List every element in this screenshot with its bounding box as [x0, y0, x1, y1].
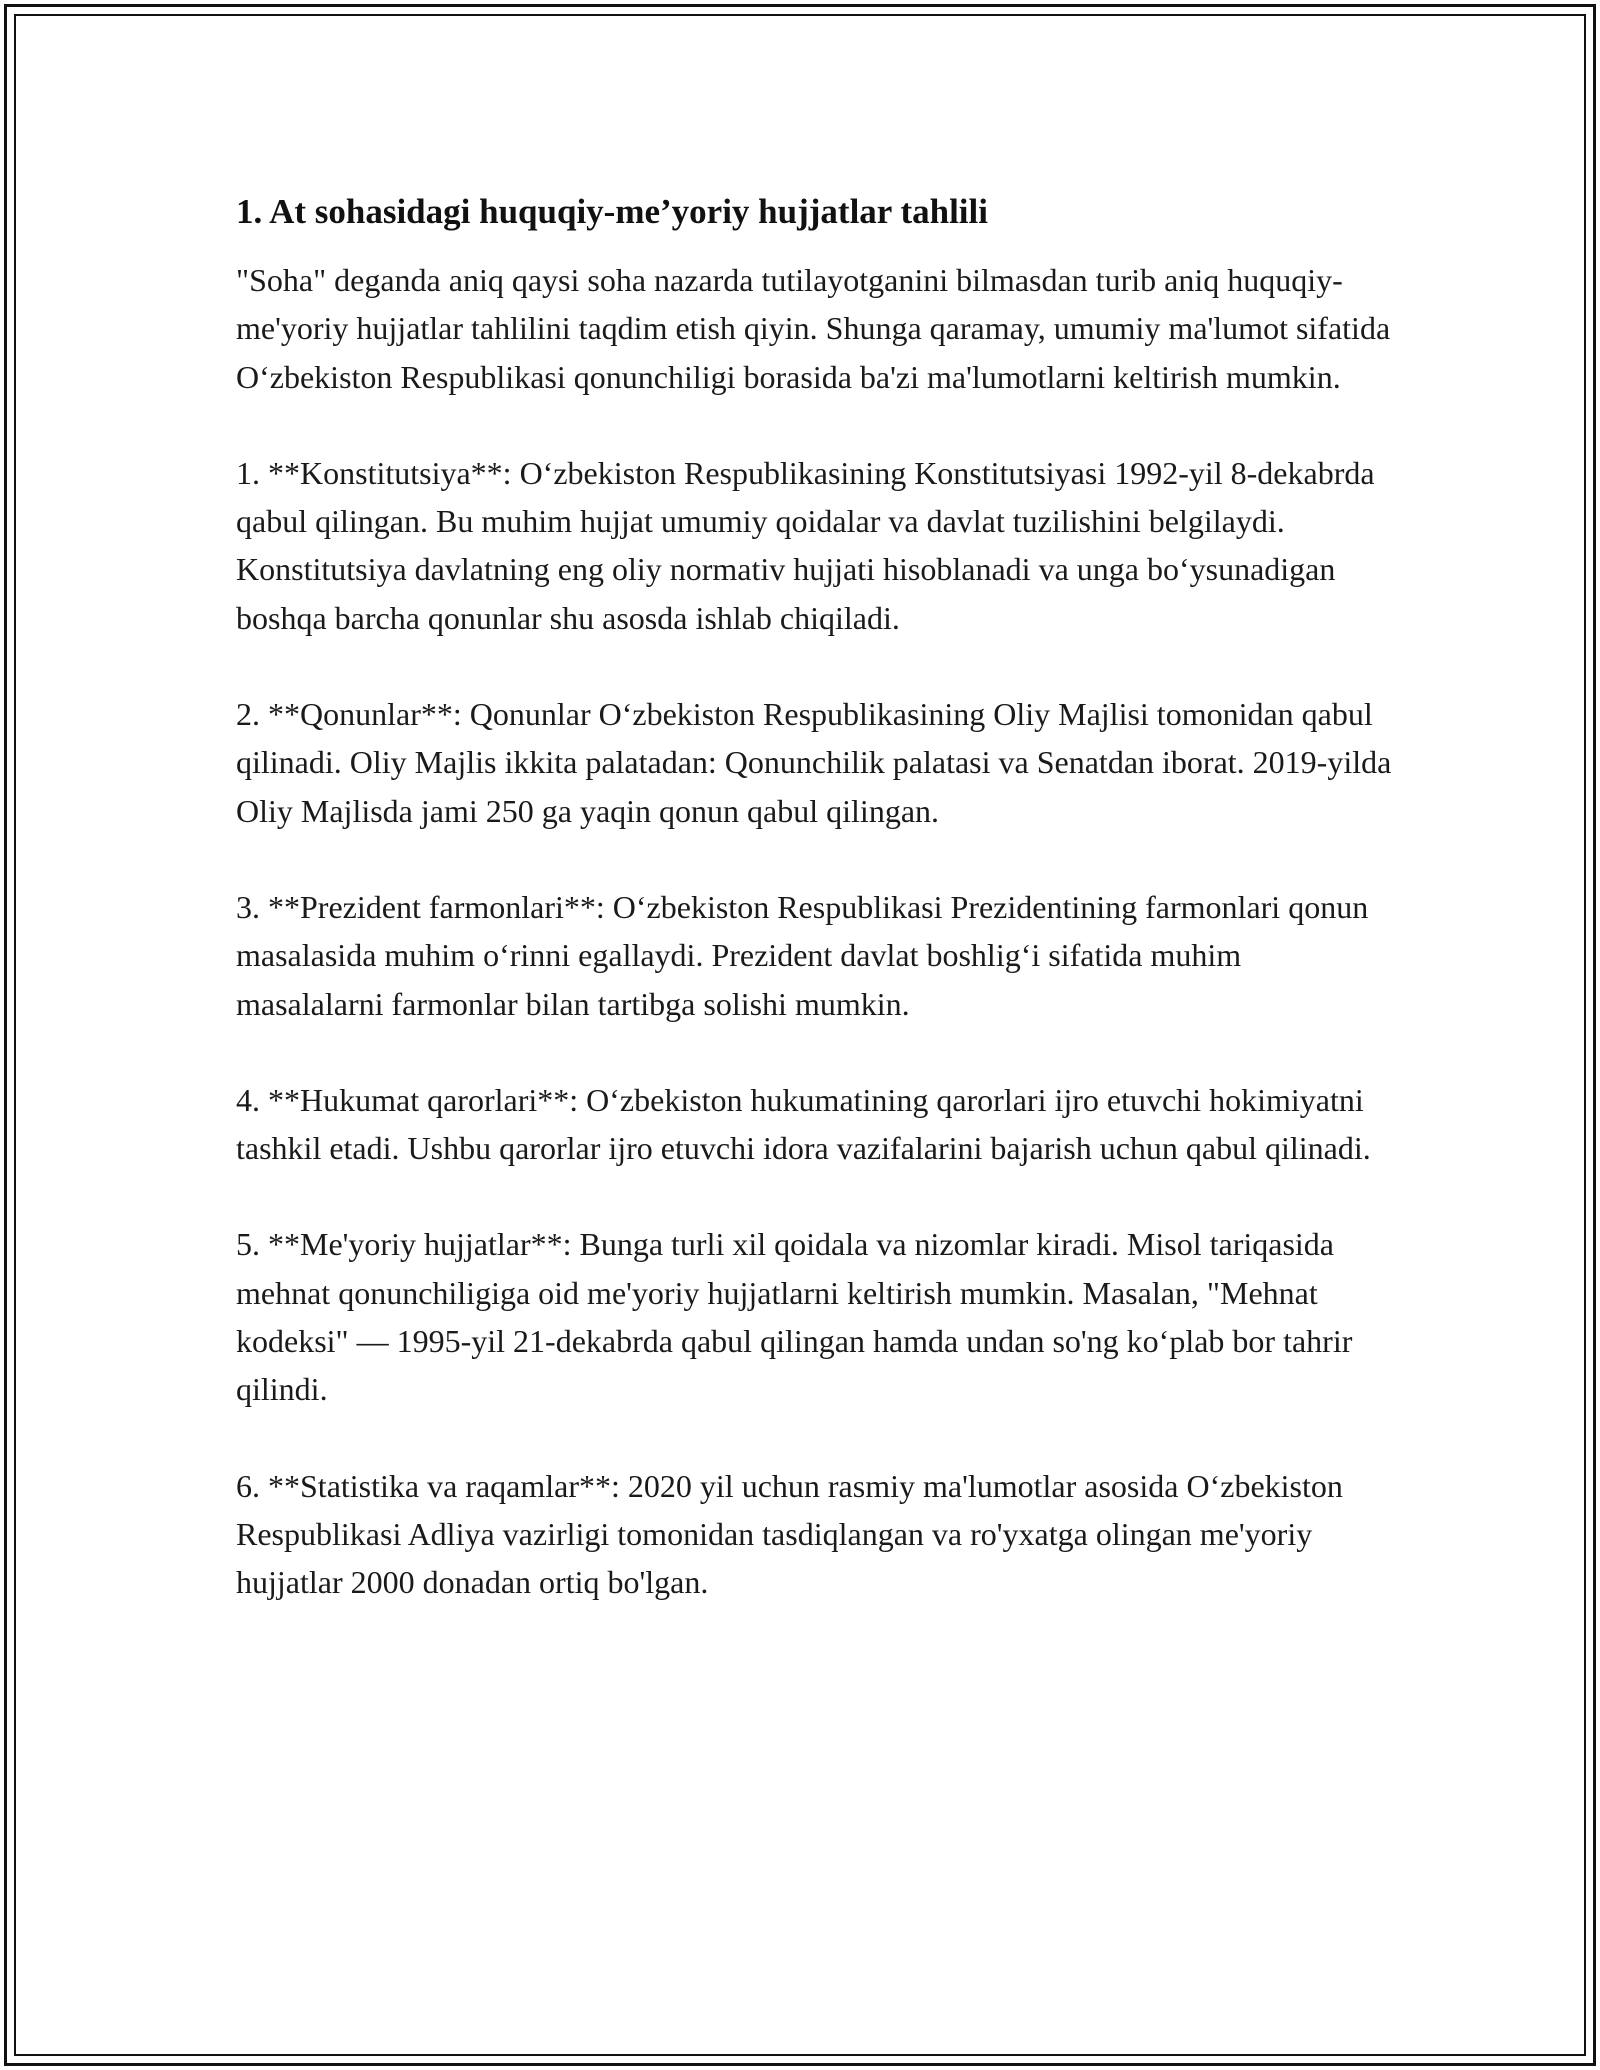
- paragraph-meyoriy-hujjatlar: 5. **Me'yoriy hujjatlar**: Bunga turli xil qoidala va nizomlar kiradi. Misol tariqasida mehnat qonunchiligiga oid me'yoriy hujjatlarni keltirish mumkin. Masalan, "Mehnat kodeksi" — 1995-yil 21-dekabrda qabul qilingan hamda undan so'ng ko‘plab bor tahrir qilindi.: [236, 1226, 1353, 1408]
- paragraph-qonunlar: 2. **Qonunlar**: Qonunlar O‘zbekiston Respublikasining Oliy Majlisi tomonidan qabul qilinadi. Oliy Majlis ikkita palatadan: Qonunchilik palatasi va Senatdan iborat. 2019-yilda Oliy Majlisda jami 250 ga yaqin qonun qabul qilingan.: [236, 696, 1392, 829]
- paragraph-konstitutsiya: 1. **Konstitutsiya**: O‘zbekiston Respublikasining Konstitutsiyasi 1992-yil 8-dekabrda qabul qilingan. Bu muhim hujjat umumiy qoidalar va davlat tuzilishini belgilaydi. Konstitutsiya davlatning eng oliy normativ hujjati hisoblanadi va unga bo‘ysunadigan boshqa barcha qonunlar shu asosda ishlab chiqiladi.: [236, 454, 1375, 636]
- paragraph-hukumat-qarorlari: 4. **Hukumat qarorlari**: O‘zbekiston hukumatining qarorlari ijro etuvchi hokimiyatni tashkil etadi. Ushbu qarorlar ijro etuvchi idora vazifalarini bajarish uchun qabul qilinadi.: [236, 1081, 1371, 1167]
- paragraph-prezident-farmonlari: 3. **Prezident farmonlari**: O‘zbekiston Respublikasi Prezidentining farmonlari qonun masalasida muhim o‘rinni egallaydi. Prezident davlat boshlig‘i sifatida muhim masalalarni farmonlar bilan tartibga solishi mumkin.: [236, 888, 1369, 1022]
- paragraph-statistika: 6. **Statistika va raqamlar**: 2020 yil uchun rasmiy ma'lumotlar asosida O‘zbekiston Respublikasi Adliya vazirligi tomonidan tasdiqlangan va ro'yxatga olingan me'yoriy hujjatlar 2000 donadan ortiq bo'lgan.: [236, 1467, 1343, 1601]
- document-title: 1. At sohasidagi huquqiy-me’yoriy hujjatlar tahlili: [236, 192, 988, 231]
- document-body: [236, 188, 1396, 1607]
- intro-paragraph: "Soha" deganda aniq qaysi soha nazarda tutilayotganini bilmasdan turib aniq huquqiy-me'yoriy hujjatlar tahlilini taqdim etish qiyin. Shunga qaramay, umumiy ma'lumot sifatida O‘zbekiston Respublikasi qonunchiligi borasida ba'zi ma'lumotlarni keltirish mumkin.: [236, 262, 1391, 395]
